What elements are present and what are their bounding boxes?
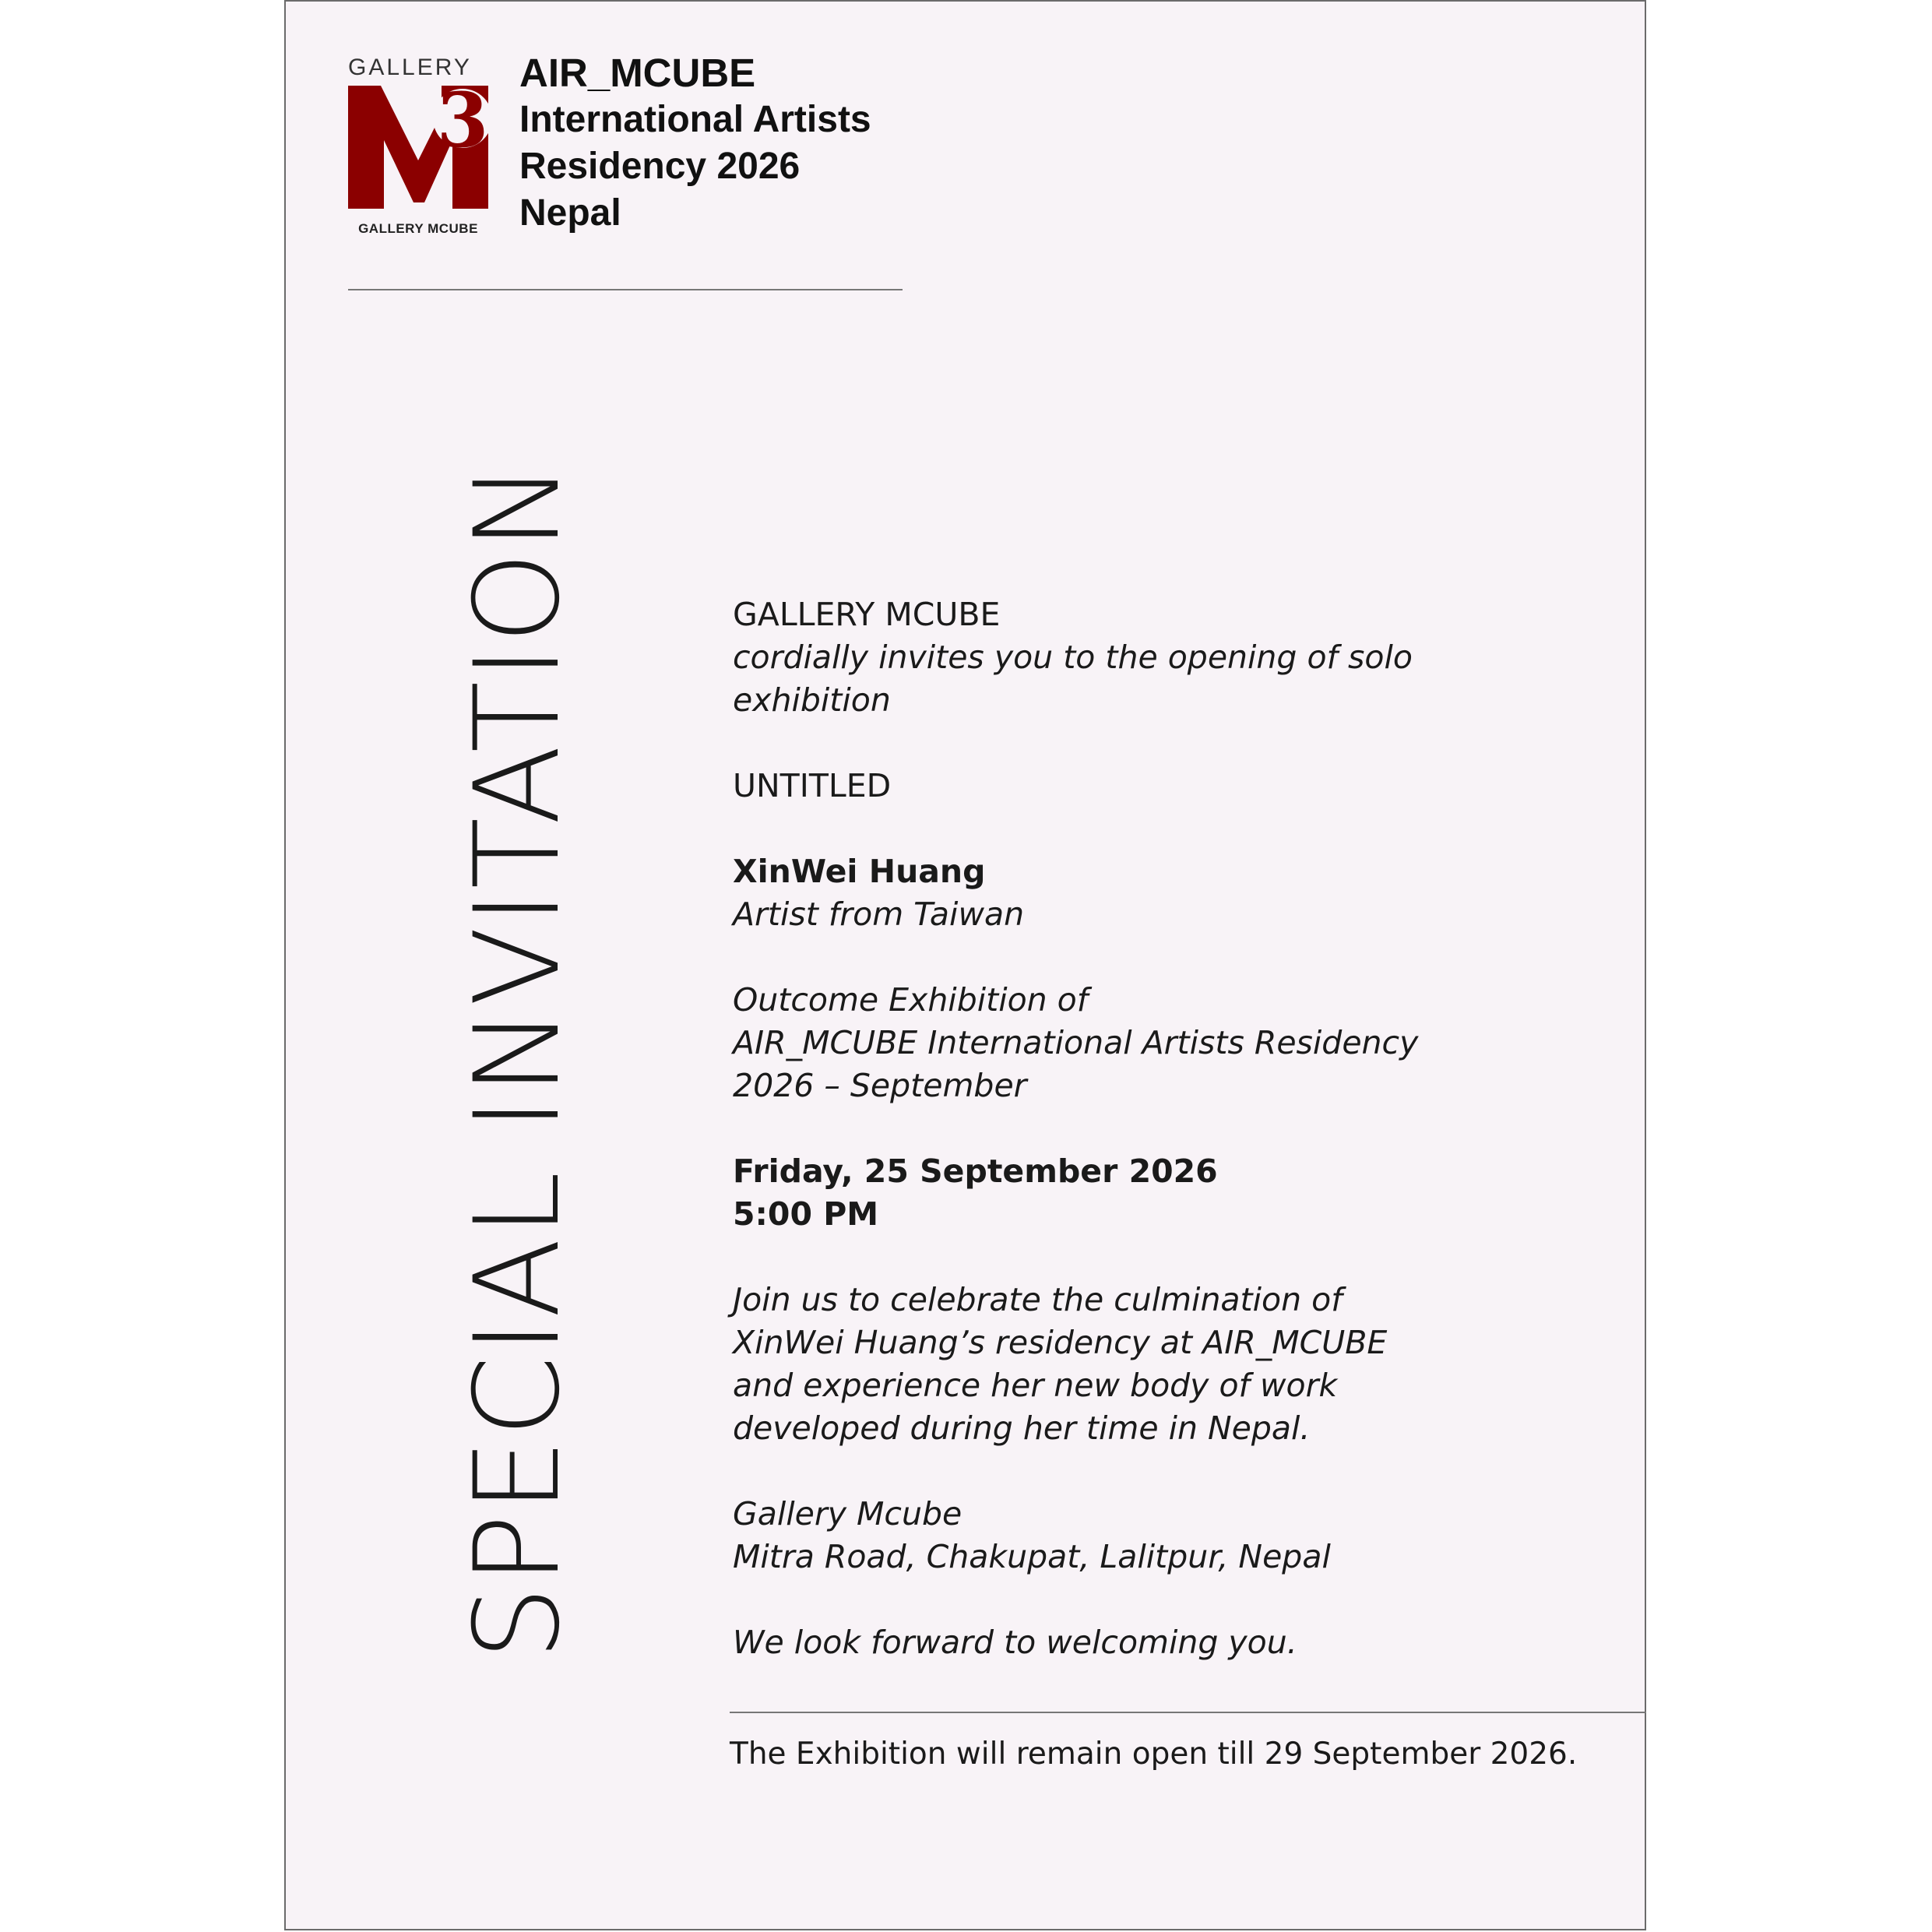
artist-name: XinWei Huang <box>733 853 986 890</box>
event-time: 5:00 PM <box>733 1195 879 1233</box>
outcome-line-1: Outcome Exhibition of <box>733 981 1089 1019</box>
event-date: Friday, 25 September 2026 <box>733 1153 1218 1190</box>
svg-text:3: 3 <box>436 86 488 164</box>
invitation-card <box>284 0 1646 1930</box>
venue-paragraph <box>733 1493 1589 1578</box>
header-divider <box>348 289 903 290</box>
closing-line: We look forward to welcoming you. <box>733 1624 1297 1661</box>
celebrate-line-4: developed during her time in Nepal. <box>733 1409 1311 1447</box>
artist-paragraph <box>733 850 1589 936</box>
celebrate-line-2: XinWei Huang’s residency at AIR_MCUBE <box>733 1324 1388 1361</box>
residency-title-line2: International Artists <box>519 99 871 140</box>
venue-name: Gallery Mcube <box>733 1495 962 1533</box>
residency-title <box>519 50 955 237</box>
logo-gallery-text: GALLERY <box>348 55 472 80</box>
invite-paragraph <box>733 593 1589 722</box>
host-name: GALLERY MCUBE <box>733 596 1001 633</box>
outcome-line-2: AIR_MCUBE International Artists Residency <box>733 1024 1419 1061</box>
residency-title-line3: Residency 2026 <box>519 146 801 187</box>
gallery-mcube-logo <box>348 55 488 238</box>
special-invitation-heading: SPECIAL INVITATION <box>450 461 586 1660</box>
date-time-paragraph <box>733 1150 1589 1236</box>
celebrate-line-3: and experience her new body of work <box>733 1367 1338 1404</box>
exhibition-end-note: The Exhibition will remain open till 29 September 2026. <box>730 1737 1578 1772</box>
exhibition-title: UNTITLED <box>733 767 892 804</box>
special-invitation-heading-wrap <box>450 461 586 1660</box>
outcome-paragraph <box>733 979 1589 1107</box>
exhibition-title-paragraph <box>733 765 1589 808</box>
venue-address: Mitra Road, Chakupat, Lalitpur, Nepal <box>733 1538 1331 1575</box>
residency-title-line1: AIR_MCUBE <box>519 51 756 95</box>
invite-line-2: exhibition <box>733 681 891 719</box>
logo-gallery-mcube-text: GALLERY MCUBE <box>358 221 478 236</box>
celebrate-paragraph <box>733 1279 1589 1450</box>
invitation-body <box>733 593 1589 1707</box>
m-cube-logo-mark <box>348 86 488 209</box>
outcome-line-3: 2026 – September <box>733 1067 1027 1104</box>
invite-line-1: cordially invites you to the opening of solo <box>733 639 1413 676</box>
footer-divider <box>730 1712 1646 1713</box>
closing-paragraph <box>733 1621 1589 1664</box>
artist-origin: Artist from Taiwan <box>733 896 1025 933</box>
residency-title-line4: Nepal <box>519 192 621 234</box>
celebrate-line-1: Join us to celebrate the culmination of <box>733 1281 1343 1318</box>
